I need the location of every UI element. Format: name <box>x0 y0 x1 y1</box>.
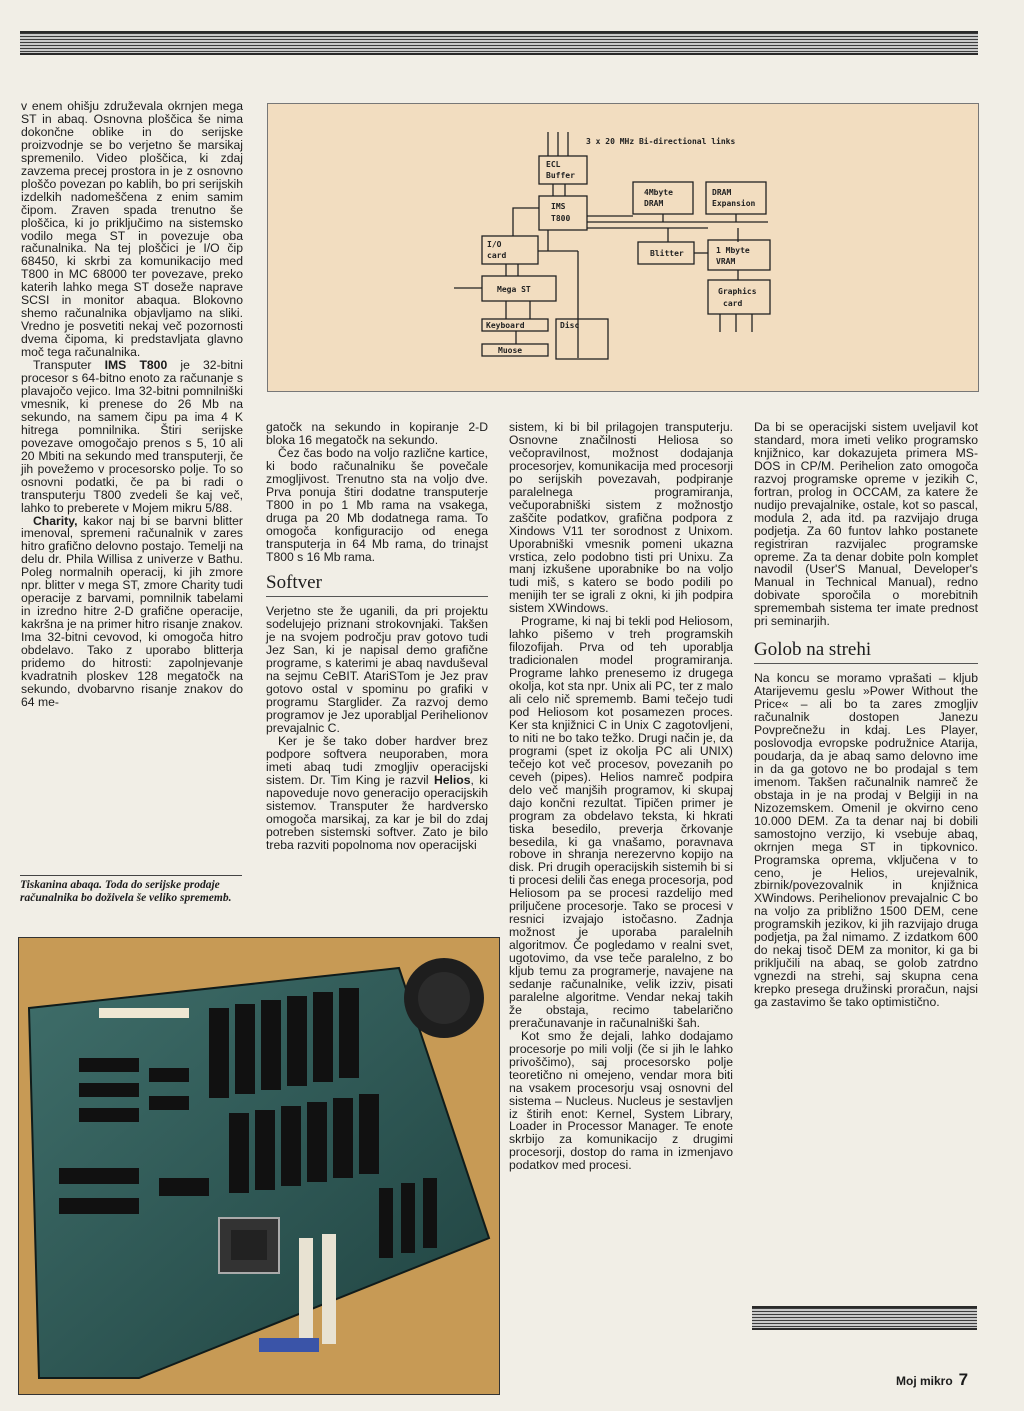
links-label: 3 x 20 MHz Bi-directional links <box>586 137 736 146</box>
dram-label-2: DRAM <box>644 199 664 208</box>
column-4 <box>754 421 978 1009</box>
graphics-label-2: card <box>723 299 743 308</box>
col2-paragraph-1: gatočk na sekundo in kopiranje 2-D bloka 16 megatočk na sekundo. <box>266 420 488 447</box>
page-number: 7 <box>958 1370 969 1389</box>
column-2 <box>266 421 488 852</box>
col1-paragraph-3: Charity, kakor naj bi se barvni blitter imenoval, spremeni računalnik v zares hitro grafično delovno postajo. Temelji na delu dr. Phila Willisa z univerze v Bathu. Poleg normalnih operacij, ki jih zmore npr. blitter v mega ST, zmore Charity tudi operacije z barvami, pomnilnik tabelami in izredno hitre 2-D grafične operacije, kakršna je na primer hitro risanje znakov. Ima 32-bitni cevovod, ki omogoča hitro obdelavo. Tako z uporabo blitterja pridemo do hitrosti: zapolnjevanje kvadratnih ploskev 128 megatočk na sekundo, dvobarvno risanje znakov do 64 me- <box>21 513 243 709</box>
col2-paragraph-2: Čez čas bodo na voljo različne kartice, ki bodo računalniku še povečale zmogljivost. Trenutno sta na voljo dve. Prva ponuja štiri dodatne transputerje T800 in po 1 Mb rama na vsakega, druga pa 20 Mb dodatnega rama. To omogoča konfiguracijo od enega transputerja in 64 Mb rama, do trinajst T800 s 16 Mb rama. <box>266 445 488 564</box>
column-3 <box>509 421 733 1172</box>
col1-paragraph-2: Transputer IMS T800 je 32-bitni procesor s 64-bitno enoto za računanje s plavajočo vejico. Ima 32-bitni pomnilniški vmesnik, ki prenese do 26 Mb na sekundo, na samem čipu pa ima 4 K hitrega pomnilnika. Štiri serijske povezave omogočajo prenos s 5, 10 ali 20 Mbiti na sekundo med transputerji, če jih povežemo v procesorsko polje. To so osnovni podatki, če pa bi radi o transputerju T800 zvedeli še kaj več, lahko to preberete v Mojem mikru 5/88. <box>21 358 244 515</box>
helios-term: Helios <box>433 772 471 787</box>
graphics-label-1: Graphics <box>718 287 757 296</box>
ecl-label-1: ECL <box>546 160 561 169</box>
block-diagram <box>267 103 979 392</box>
col3-paragraph-2: Programe, ki naj bi tekli pod Heliosom, lahko pišemo v treh programskih filozofijah. Prva od teh uporablja tradicionalen model programiranja. Programe lahko prenesemo iz drugega okolja, kot sta npr. Unix ali PC, ter z malo ali celo nič sprememb. Bami tečejo tudi pod Heliosom kot posamezen proces. Ker sta knjižnici C in Unix C zagotovljeni, to niti ne bo tako težko. Drugi način je, da programi (spet iz okolja PC ali UNIX) tečejo kot več procesov, povezanih po ceveh (pipes). Helios namreč podpira delo več manjših programov, ki skupaj dajo končni rezultat. Tipičen primer je program za obdelavo teksta, ki hkrati tiska besedilo, preverja črkovanje besedila, ki ga vnašamo, poravnava robove in shranja nerezervno kopijo na disk. Pri drugih operacijskih sistemih bi si ti procesi delili čas enega procesorja, pod Heliosom pa se procesi razdelijo med priljučene procesorje. Tako se procesi v resnici izvajajo istočasno. Zadnja možnost je uporaba paralelnih algoritmov. Če pogledamo v realni svet, ugotovimo, da vse teče paralelno, z bo kljub temu za programerje, navajene na sedanje računalnike, velik izziv, pisati paralelne algoritme. Vendar nekaj takih že obstaja, recimo tabelarično preračunavanje in računalniški šah. <box>509 614 733 1030</box>
magazine-name: Moj mikro <box>896 1374 953 1388</box>
block-diagram-svg <box>268 104 978 391</box>
top-decorative-bar <box>20 31 978 55</box>
col4-paragraph-2: Na koncu se moramo vprašati – kljub Atarijevemu geslu »Power Without the Price« – ali bo ta zares zmogljiv računalnik dostopen Janezu Povprečnežu in kdaj. Les Player, poslovodja evropske podružnice Atarija, poudarja, da je abaq samo delovno ime in da ga gotovo ne bo prodajal s tem imenom. Takšen računalnik namreč že obstaja in je na prodaj v Belgiji in na Nizozemskem. Omenil je okvirno ceno 10.000 DEM. Za ta denar naj bi dobili samostojno verzijo, ki vsebuje abaq, okrnjen mega ST in tipkovnico. Programska oprema, vključena v to ceno, je Helios, urejevalnik, zbirnik/povezovalnik in knjižnica XWindows. Perihelionov prevajalnic C bo na voljo za približno 1500 DEM, cene programskih jezikov, ki jih razvijajo druga podjetja, pa žal nimamo. Z izdatkom 600 do nekaj tisoč DEM za monitor, ki ga bi priključili na abaq, se golob zatrdno vgnezdi na strehi, saj skupna cena krepko presega družinski proračun, najsi ga zastavimo še tako optimistično. <box>754 671 978 1010</box>
col3-paragraph-3: Kot smo že dejali, lahko dodajamo procesorje po mili volji (če si jih le lahko privoščimo), saj procesorsko polje teoretično ni omejeno, vendar mora biti na vsakem procesorju vsaj osnovni del sistema – Nucleus. Nucleus je sestavljen iz štirih enot: Kernel, System Library, Loader in Processor Manager. Te enote skrbijo za komunikacijo z drugimi procesorji, dostop do rama in izmenjavo podatkov med procesi. <box>509 1028 733 1173</box>
vram-label-2: VRAM <box>716 257 736 266</box>
ims-label-1: IMS <box>551 202 566 211</box>
charity-term: Charity, <box>33 513 78 528</box>
ims-t800-term: IMS T800 <box>104 358 168 373</box>
column-1 <box>21 100 243 709</box>
photo-caption: Tiskanina abaqa. Toda do serijske prodaje računalnika bo doživela še veliko sprememb. <box>20 875 242 904</box>
expansion-label-2: Expansion <box>712 199 756 208</box>
vram-label-1: 1 Mbyte <box>716 246 750 255</box>
mouse-label: Muose <box>498 346 523 355</box>
col4-paragraph-1: Da bi se operacijski sistem uveljavil kot standard, mora imeti veliko programsko knjižnico, kar dokazujeta primera MS-DOS in CP/M. Perihelion zato omogoča razvoj programske opreme v jezikih C, fortran, prolog in OCCAM, za katere že nudijo prevajalnike, ostale, kot so pascal, modula 2, ada itd. pa razvijajo druga podjetja. Za 60 funtov lahko postanete registriran razvijalec programske opreme. Za ta denar dobite poln komplet navodil (User'S Manual, Developer's Manual in Technical Manual), redno dobivate sporočila o morebitnih spremembah sistema ter imate prednost pri seminarjih. <box>754 420 978 629</box>
io-label-2: card <box>487 251 507 260</box>
heading-golob-na-strehi: Golob na strehi <box>754 644 978 664</box>
bottom-decorative-bar <box>752 1306 977 1330</box>
col1-paragraph-1: v enem ohišju združevala okrnjen mega ST in abaq. Osnovna ploščica še nima dokončne oblike in do serijske proizvodnje se bo verjetno še marsikaj spremenilo. Video ploščica, ki zdaj zavzema precej prostora in je z osnovno ploščo povezan po kablih, bo pri serijskih izdelkih nadomeščena z enim samim čipom. Zraven spada trenutno še ploščica, ki jo priključimo na sistemsko vodilo mega ST in povezuje oba računalnika. Na tej ploščici je I/O čip 68450, ki skrbi za komunikacijo med T800 in MC 68000 ter povezave, preko katerih lahko mega ST doseže naprave SCSI in monitor abaqua. Blokovno shemo računalnika objavljamo na sliki. Vredno je posvetiti nekaj več pozornosti dvema čipoma, ki predstavljata glavno moč tega računalnika. <box>21 99 243 360</box>
mega-st-label: Mega ST <box>497 285 531 294</box>
heading-softver: Softver <box>266 577 488 597</box>
col2-paragraph-4: Ker je še tako dober hardver brez podpore softvera neuporaben, morа imeti abaq tudi zmogljiv operacijski sistem. Dr. Tim King je razvil Helios, ki napoveduje novo generacijo operacijskih sistemov. Transputer že hardversko omogoča marsikaj, za kar je bil do zdaj potreben sistemski softver. Zato je bilo treba razviti popolnoma nov operacijski <box>266 733 489 852</box>
ecl-label-2: Buffer <box>546 171 575 180</box>
io-label-1: I/O <box>487 240 502 249</box>
disc-label: Disc <box>560 321 580 330</box>
circuit-board-photo <box>18 937 500 1395</box>
col2-paragraph-3: Verjetno ste že uganili, da pri projektu sodelujejo priznani strokovnjaki. Takšen je na svojem področju prav gotovo tudi Jez San, ki je napisal demo grafične programe, s katerimi je abaq navduševal na sejmu CeBIT. AtariSTom je Jez prav gotovo ostal v spominu po grafiki v programu Starglider. Za razvoj demo programov je Jez uporabljal Perihelionov prevajalnic C. <box>266 604 488 736</box>
blitter-label: Blitter <box>650 249 684 258</box>
circuit-board-illustration <box>19 938 499 1394</box>
page-footer <box>896 1370 968 1390</box>
expansion-label-1: DRAM <box>712 188 732 197</box>
keyboard-label: Keyboard <box>486 321 525 330</box>
col3-paragraph-1: sistem, ki bi bil prilagojen transputerju. Osnovne značilnosti Heliosa so večopravilnost, možnost dodajanja procesorjev, komunikacija med procesorji po serijskih povezavah, podpiranje paralelnega programiranja, večuporabniški sistem z možnostjo zaščite podatkov, grafična podpora z Xindows V11 ter sorodnost z Unixom. Uporabniški vmesnik pomeni ukazna vrstica, zelo podobno tisti pri Unixu. Za manj izkušene uporabnike bo na voljo tudi miš, s katero se bodo podili po menijih ter se igrali z okni, ki jih podpira sistem XWindows. <box>509 420 733 616</box>
dram-label-1: 4Mbyte <box>644 188 673 197</box>
ims-label-2: T800 <box>551 214 571 223</box>
